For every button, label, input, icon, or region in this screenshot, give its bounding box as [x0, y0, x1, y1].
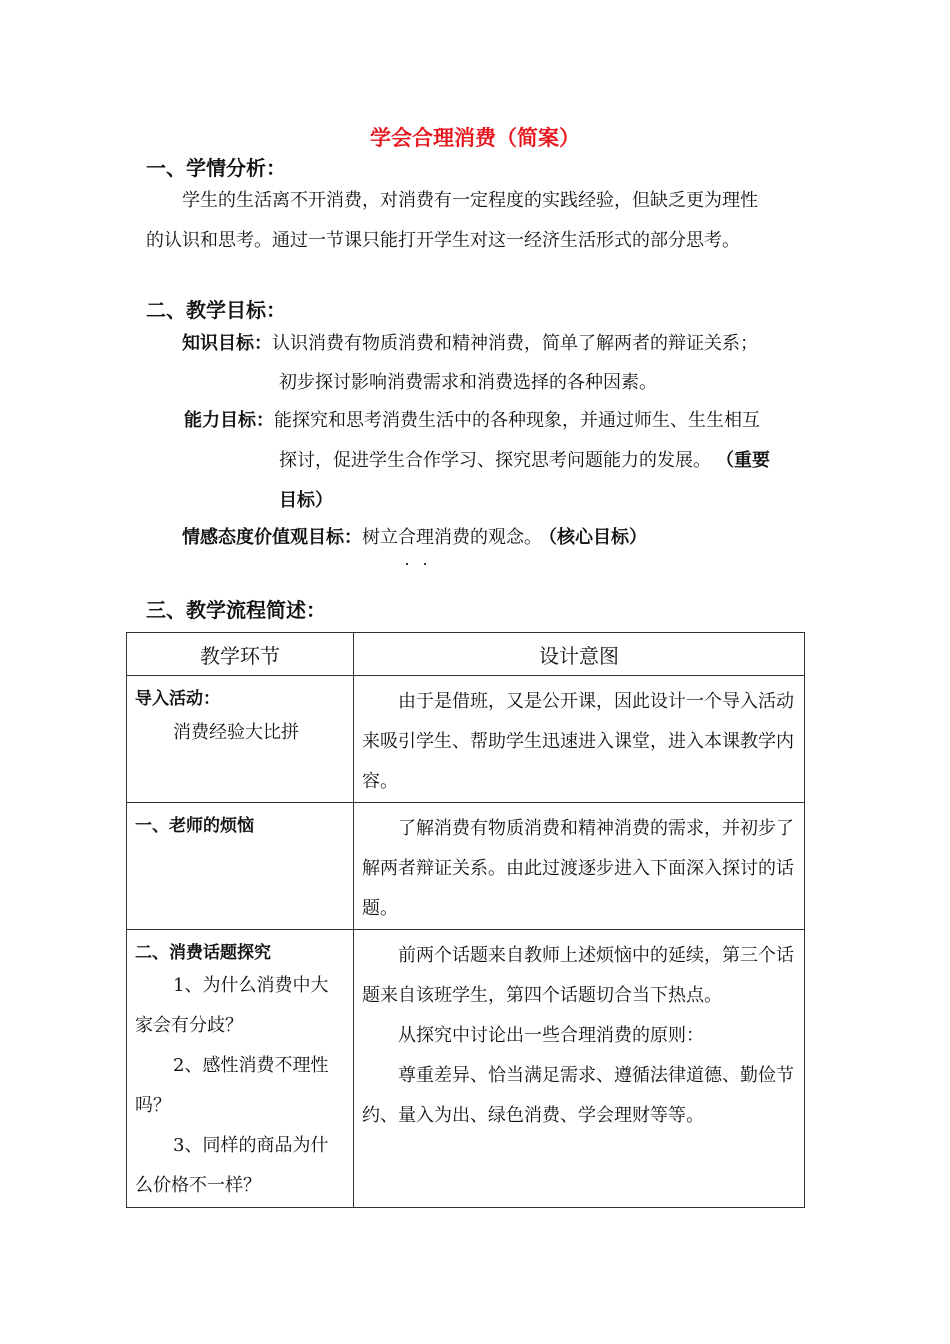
intent-text: 尊重差异、恰当满足需求、遵循法律道德、勤俭节约、量入为出、绿色消费、学会理财等等。: [362, 1065, 794, 1126]
ability-goal-text-1: 能探究和思考消费生活中的各种现象，并通过师生、生生相互: [274, 410, 760, 431]
emotion-goal-emph-2: 理: [416, 527, 434, 548]
stage-title: 二、消费话题探究: [135, 943, 271, 963]
stage-item: 2、感性消费不理性吗？: [135, 1055, 329, 1116]
section-heading-analysis: 一、学情分析：: [146, 156, 286, 180]
ability-goal-line-2: [279, 442, 770, 480]
table-header-stage: 教学环节: [127, 633, 354, 676]
intent-cell: [354, 676, 805, 803]
ability-goal: [184, 402, 760, 440]
emotion-goal: [182, 519, 647, 557]
table-row: [127, 803, 805, 930]
intent-text: 从探究中讨论出一些合理消费的原则：: [398, 1025, 704, 1046]
stage-cell: [127, 930, 354, 1208]
section-heading-goals: 二、教学目标：: [146, 298, 286, 322]
table-row: [127, 930, 805, 1208]
stage-item: 3、同样的商品为什么价格不一样？: [135, 1135, 329, 1196]
stage-item: 消费经验大比拼: [173, 722, 299, 743]
emotion-goal-label: 情感态度价值观目标：: [182, 527, 362, 548]
knowledge-goal-text-1: 认识消费有物质消费和精神消费，简单了解两者的辩证关系；: [272, 333, 758, 354]
table-row: [127, 676, 805, 803]
intent-text: 了解消费有物质消费和精神消费的需求，并初步了解两者辩证关系。由此过渡逐步进入下面深入探讨的话题。: [362, 818, 794, 919]
table-header-row: [127, 633, 805, 676]
table-header-intent: 设计意图: [354, 633, 805, 676]
analysis-line-1: 学生的生活离不开消费，对消费有一定程度的实践经验，但缺乏更为理性: [182, 190, 758, 211]
document-title: 学会合理消费（简案）: [370, 126, 580, 150]
ability-goal-tag-b: 目标）: [279, 490, 333, 511]
ability-goal-label: 能力目标：: [184, 410, 274, 431]
stage-title: 一、老师的烦恼: [135, 816, 254, 836]
stage-item: 1、为什么消费中大家会有分歧？: [135, 975, 329, 1036]
section-heading-flow: 三、教学流程简述：: [146, 598, 326, 622]
teaching-flow-table: [126, 632, 805, 1208]
intent-cell: [354, 803, 805, 930]
knowledge-goal: [182, 325, 758, 363]
knowledge-goal-label: 知识目标：: [182, 333, 272, 354]
stage-cell: [127, 676, 354, 803]
stage-title: 导入活动：: [135, 689, 220, 709]
analysis-line-2: 的认识和思考。通过一节课只能打开学生对这一经济生活形式的部分思考。: [146, 230, 740, 251]
ability-goal-tag-a: （重要: [725, 450, 770, 471]
intent-text: 由于是借班，又是公开课，因此设计一个导入活动来吸引学生、帮助学生迅速进入课堂，进入本课教学内容。: [362, 691, 794, 792]
emotion-goal-tag: （核心目标）: [548, 527, 647, 548]
knowledge-goal-text-2: 初步探讨影响消费需求和消费选择的各种因素。: [279, 372, 657, 393]
emotion-goal-text-post: 消费的观念。: [434, 527, 542, 548]
stage-cell: [127, 803, 354, 930]
ability-goal-text-2: 探讨，促进学生合作学习、探究思考问题能力的发展。: [279, 450, 711, 471]
intent-text: 前两个话题来自教师上述烦恼中的延续，第三个话题来自该班学生，第四个话题切合当下热点。: [362, 945, 794, 1006]
emotion-goal-text-pre: 树立: [362, 527, 398, 548]
intent-cell: [354, 930, 805, 1208]
emotion-goal-emph-1: 合: [398, 527, 416, 548]
